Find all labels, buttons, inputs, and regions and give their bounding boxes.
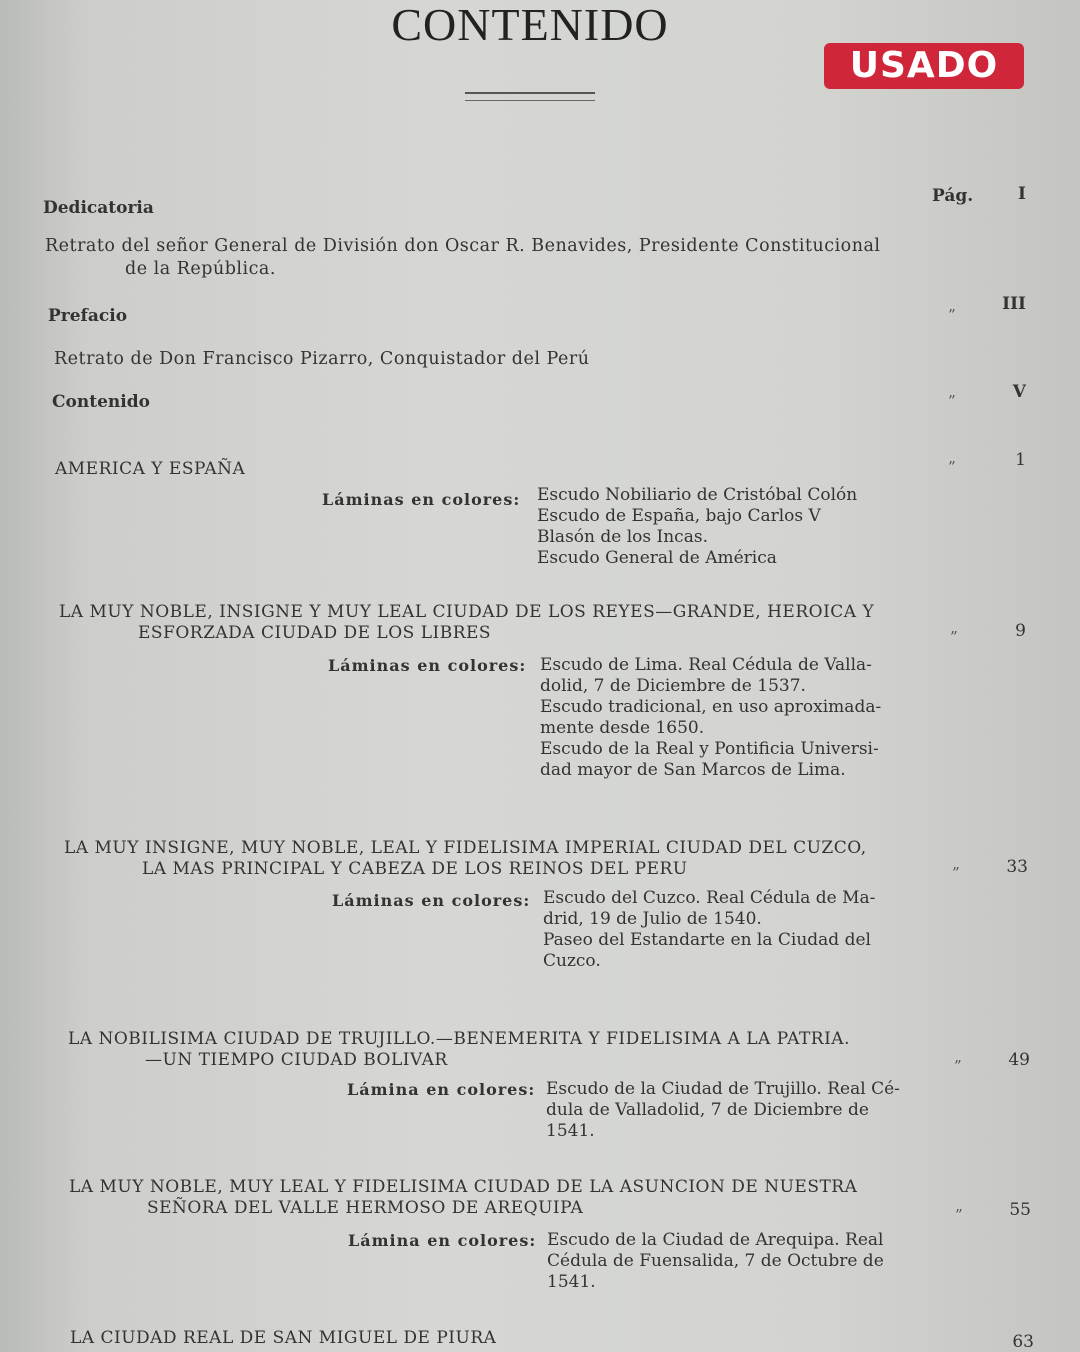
plate-item: drid, 19 de Julio de 1540.	[543, 909, 762, 929]
page-number-arequipa: 55	[1009, 1200, 1031, 1220]
plate-item: dolid, 7 de Diciembre de 1537.	[540, 676, 806, 696]
page-number-trujillo: 49	[1008, 1050, 1030, 1070]
plate-item: Cédula de Fuensalida, 7 de Octubre de	[547, 1251, 884, 1271]
entry-trujillo-line1: LA NOBILISIMA CIUDAD DE TRUJILLO.—BENEMERITA Y FIDELISIMA A LA PATRIA.	[68, 1029, 850, 1049]
entry-prefacio: Prefacio	[48, 306, 128, 326]
entry-dedicatoria: Dedicatoria	[43, 198, 154, 218]
plate-item: 1541.	[547, 1272, 596, 1292]
plates-list-lima	[540, 655, 881, 781]
page-number-dedicatoria: I	[1018, 184, 1026, 204]
page-number-cuzco: 33	[1006, 857, 1028, 877]
page-title: CONTENIDO	[391, 0, 669, 50]
plates-list-trujillo	[546, 1079, 900, 1142]
used-badge: USADO	[824, 43, 1024, 89]
plate-item: Escudo de la Real y Pontificia Universi-	[540, 739, 879, 759]
plate-item: Escudo de Lima. Real Cédula de Valla-	[540, 655, 872, 675]
page-number-piura: 63	[1012, 1332, 1034, 1352]
page-number-contenido: V	[1012, 382, 1026, 402]
ditto-mark: ”	[950, 628, 958, 646]
entry-trujillo-line2: —UN TIEMPO CIUDAD BOLIVAR	[145, 1050, 448, 1070]
plate-item: Blasón de los Incas.	[537, 527, 708, 547]
entry-contenido: Contenido	[52, 392, 150, 412]
plate-item: Escudo General de América	[537, 548, 777, 568]
plate-item: dad mayor de San Marcos de Lima.	[540, 760, 846, 780]
entry-retrato-benavides-line2: de la República.	[125, 259, 276, 279]
plates-list-cuzco	[543, 888, 875, 972]
page-number-america: 1	[1015, 450, 1026, 470]
ditto-mark: ”	[954, 1057, 962, 1075]
page-number-prefacio: III	[1002, 294, 1026, 314]
plates-label: Lámina en colores:	[348, 1231, 537, 1250]
entry-cuzco-line1: LA MUY INSIGNE, MUY NOBLE, LEAL Y FIDELISIMA IMPERIAL CIUDAD DEL CUZCO,	[64, 838, 867, 858]
plates-label: Láminas en colores:	[322, 490, 521, 509]
plate-item: 1541.	[546, 1121, 595, 1141]
plate-item: Escudo de la Ciudad de Arequipa. Real	[547, 1230, 884, 1250]
plates-list-america	[537, 485, 857, 569]
plate-item: mente desde 1650.	[540, 718, 705, 738]
plates-list-arequipa	[547, 1230, 884, 1293]
plate-item: dula de Valladolid, 7 de Diciembre de	[546, 1100, 869, 1120]
ditto-mark: ”	[952, 864, 960, 882]
entry-lima-line2: ESFORZADA CIUDAD DE LOS LIBRES	[138, 623, 492, 643]
entry-arequipa-line1: LA MUY NOBLE, MUY LEAL Y FIDELISIMA CIUDAD DE LA ASUNCION DE NUESTRA	[69, 1177, 858, 1197]
plate-item: Escudo de España, bajo Carlos V	[537, 506, 821, 526]
title-divider	[465, 92, 595, 101]
plate-item: Escudo tradicional, en uso aproximada-	[540, 697, 882, 717]
plate-item: Escudo del Cuzco. Real Cédula de Ma-	[543, 888, 876, 908]
ditto-mark: ”	[948, 458, 956, 476]
plate-item: Escudo Nobiliario de Cristóbal Colón	[537, 485, 858, 505]
plates-label: Láminas en colores:	[328, 656, 527, 675]
entry-arequipa-line2: SEÑORA DEL VALLE HERMOSO DE AREQUIPA	[147, 1198, 584, 1218]
page-column-label: Pág.	[932, 186, 974, 206]
plate-item: Cuzco.	[543, 951, 601, 971]
plates-label: Lámina en colores:	[347, 1080, 536, 1099]
entry-piura: LA CIUDAD REAL DE SAN MIGUEL DE PIURA	[70, 1328, 497, 1348]
ditto-mark: ”	[955, 1206, 963, 1224]
ditto-mark: ”	[948, 392, 956, 410]
entry-cuzco-line2: LA MAS PRINCIPAL Y CABEZA DE LOS REINOS DEL PERU	[142, 859, 688, 879]
ditto-mark: ”	[948, 306, 956, 324]
entry-america-espana: AMERICA Y ESPAÑA	[55, 459, 246, 479]
plate-item: Paseo del Estandarte en la Ciudad del	[543, 930, 871, 950]
entry-retrato-benavides-line1: Retrato del señor General de División don Oscar R. Benavides, Presidente Constitucional	[45, 236, 881, 256]
entry-lima-line1: LA MUY NOBLE, INSIGNE Y MUY LEAL CIUDAD DE LOS REYES—GRANDE, HEROICA Y	[59, 602, 875, 622]
page-number-lima: 9	[1015, 621, 1026, 641]
plate-item: Escudo de la Ciudad de Trujillo. Real Cé-	[546, 1079, 900, 1099]
plates-label: Láminas en colores:	[332, 891, 531, 910]
entry-retrato-pizarro: Retrato de Don Francisco Pizarro, Conquistador del Perú	[54, 349, 590, 369]
